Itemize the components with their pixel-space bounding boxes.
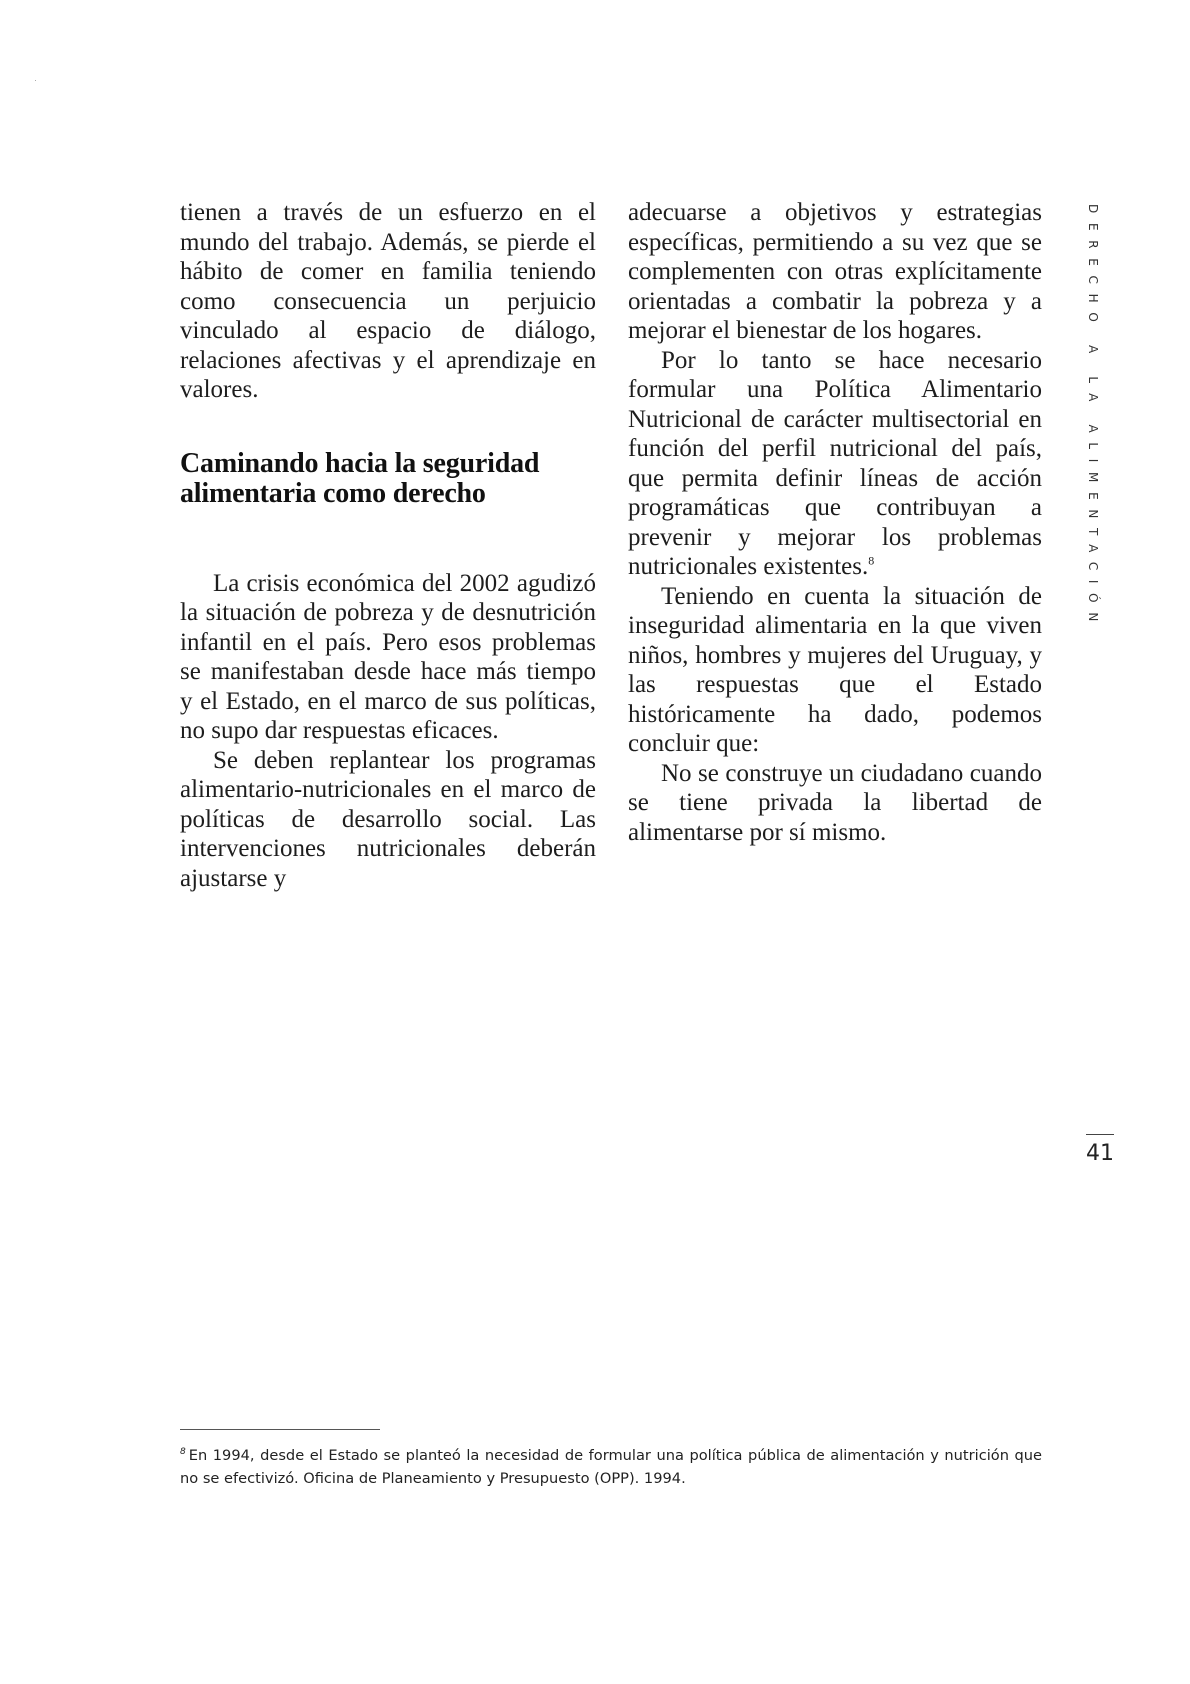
scan-speck [35, 80, 36, 81]
body-paragraph: No se construye un ciudadano cuando se tiene privada la libertad de alimentarse por sí mismo. [628, 759, 1042, 846]
body-paragraph: Se deben replantear los programas alimentario-nutricionales en el marco de políticas de desarrollo social. Las intervenciones nutricionales deberán ajustarse y [180, 746, 596, 892]
page-number-rule [1086, 1134, 1114, 1135]
right-column [628, 198, 1042, 847]
body-paragraph: adecuarse a objetivos y estrategias específicas, permitiendo a su vez que se complementen con otras explícitamente orientadas a combatir la pobreza y a mejorar el bienestar de los hogares. [628, 199, 1042, 344]
body-paragraph: Teniendo en cuenta la situación de inseguridad alimentaria en la que viven niños, hombres y mujeres del Uruguay, y las respuestas que el Estado históricamente ha dado, podemos concluir que: [628, 582, 1042, 757]
running-head: DERECHO A LA ALIMENTACIÓN [1086, 204, 1100, 631]
paragraph-text: Por lo tanto se hace necesario formular una Política Alimentario Nutricional de carácter multisectorial en función del perfil nutricional del país, que permita definir líneas de acción programáticas que contribuyan a prevenir y mejorar los problemas nutricionales existentes. [628, 346, 1042, 580]
body-paragraph [628, 346, 1042, 582]
body-paragraph: tienen a través de un esfuerzo en el mundo del trabajo. Además, se pierde el hábito de comer en familia teniendo como consecuencia un perjuicio vinculado al espacio de diálogo, relaciones afectivas y el aprendizaje en valores. [180, 199, 596, 403]
left-column [180, 198, 596, 893]
footnote-text: En 1994, desde el Estado se planteó la necesidad de formular una política pública de alimentación y nutrición que no se efectivizó. Oficina de Planeamiento y Presupuesto (OPP). 1994. [180, 1446, 1042, 1487]
page-number: 41 [1086, 1141, 1114, 1166]
footnote-mark: 8 [180, 1447, 186, 1457]
footnote [180, 1441, 1042, 1490]
footnote-reference[interactable]: 8 [868, 553, 875, 568]
body-paragraph: La crisis económica del 2002 agudizó la situación de pobreza y de desnutrición infantil en el país. Pero esos problemas se manifestaban desde hace más tiempo y el Estado, en el marco de sus políticas, no supo dar respuestas eficaces. [180, 569, 596, 744]
section-heading: Caminando hacia la seguridad alimentaria como derecho [180, 447, 540, 509]
footnote-separator [180, 1429, 380, 1430]
